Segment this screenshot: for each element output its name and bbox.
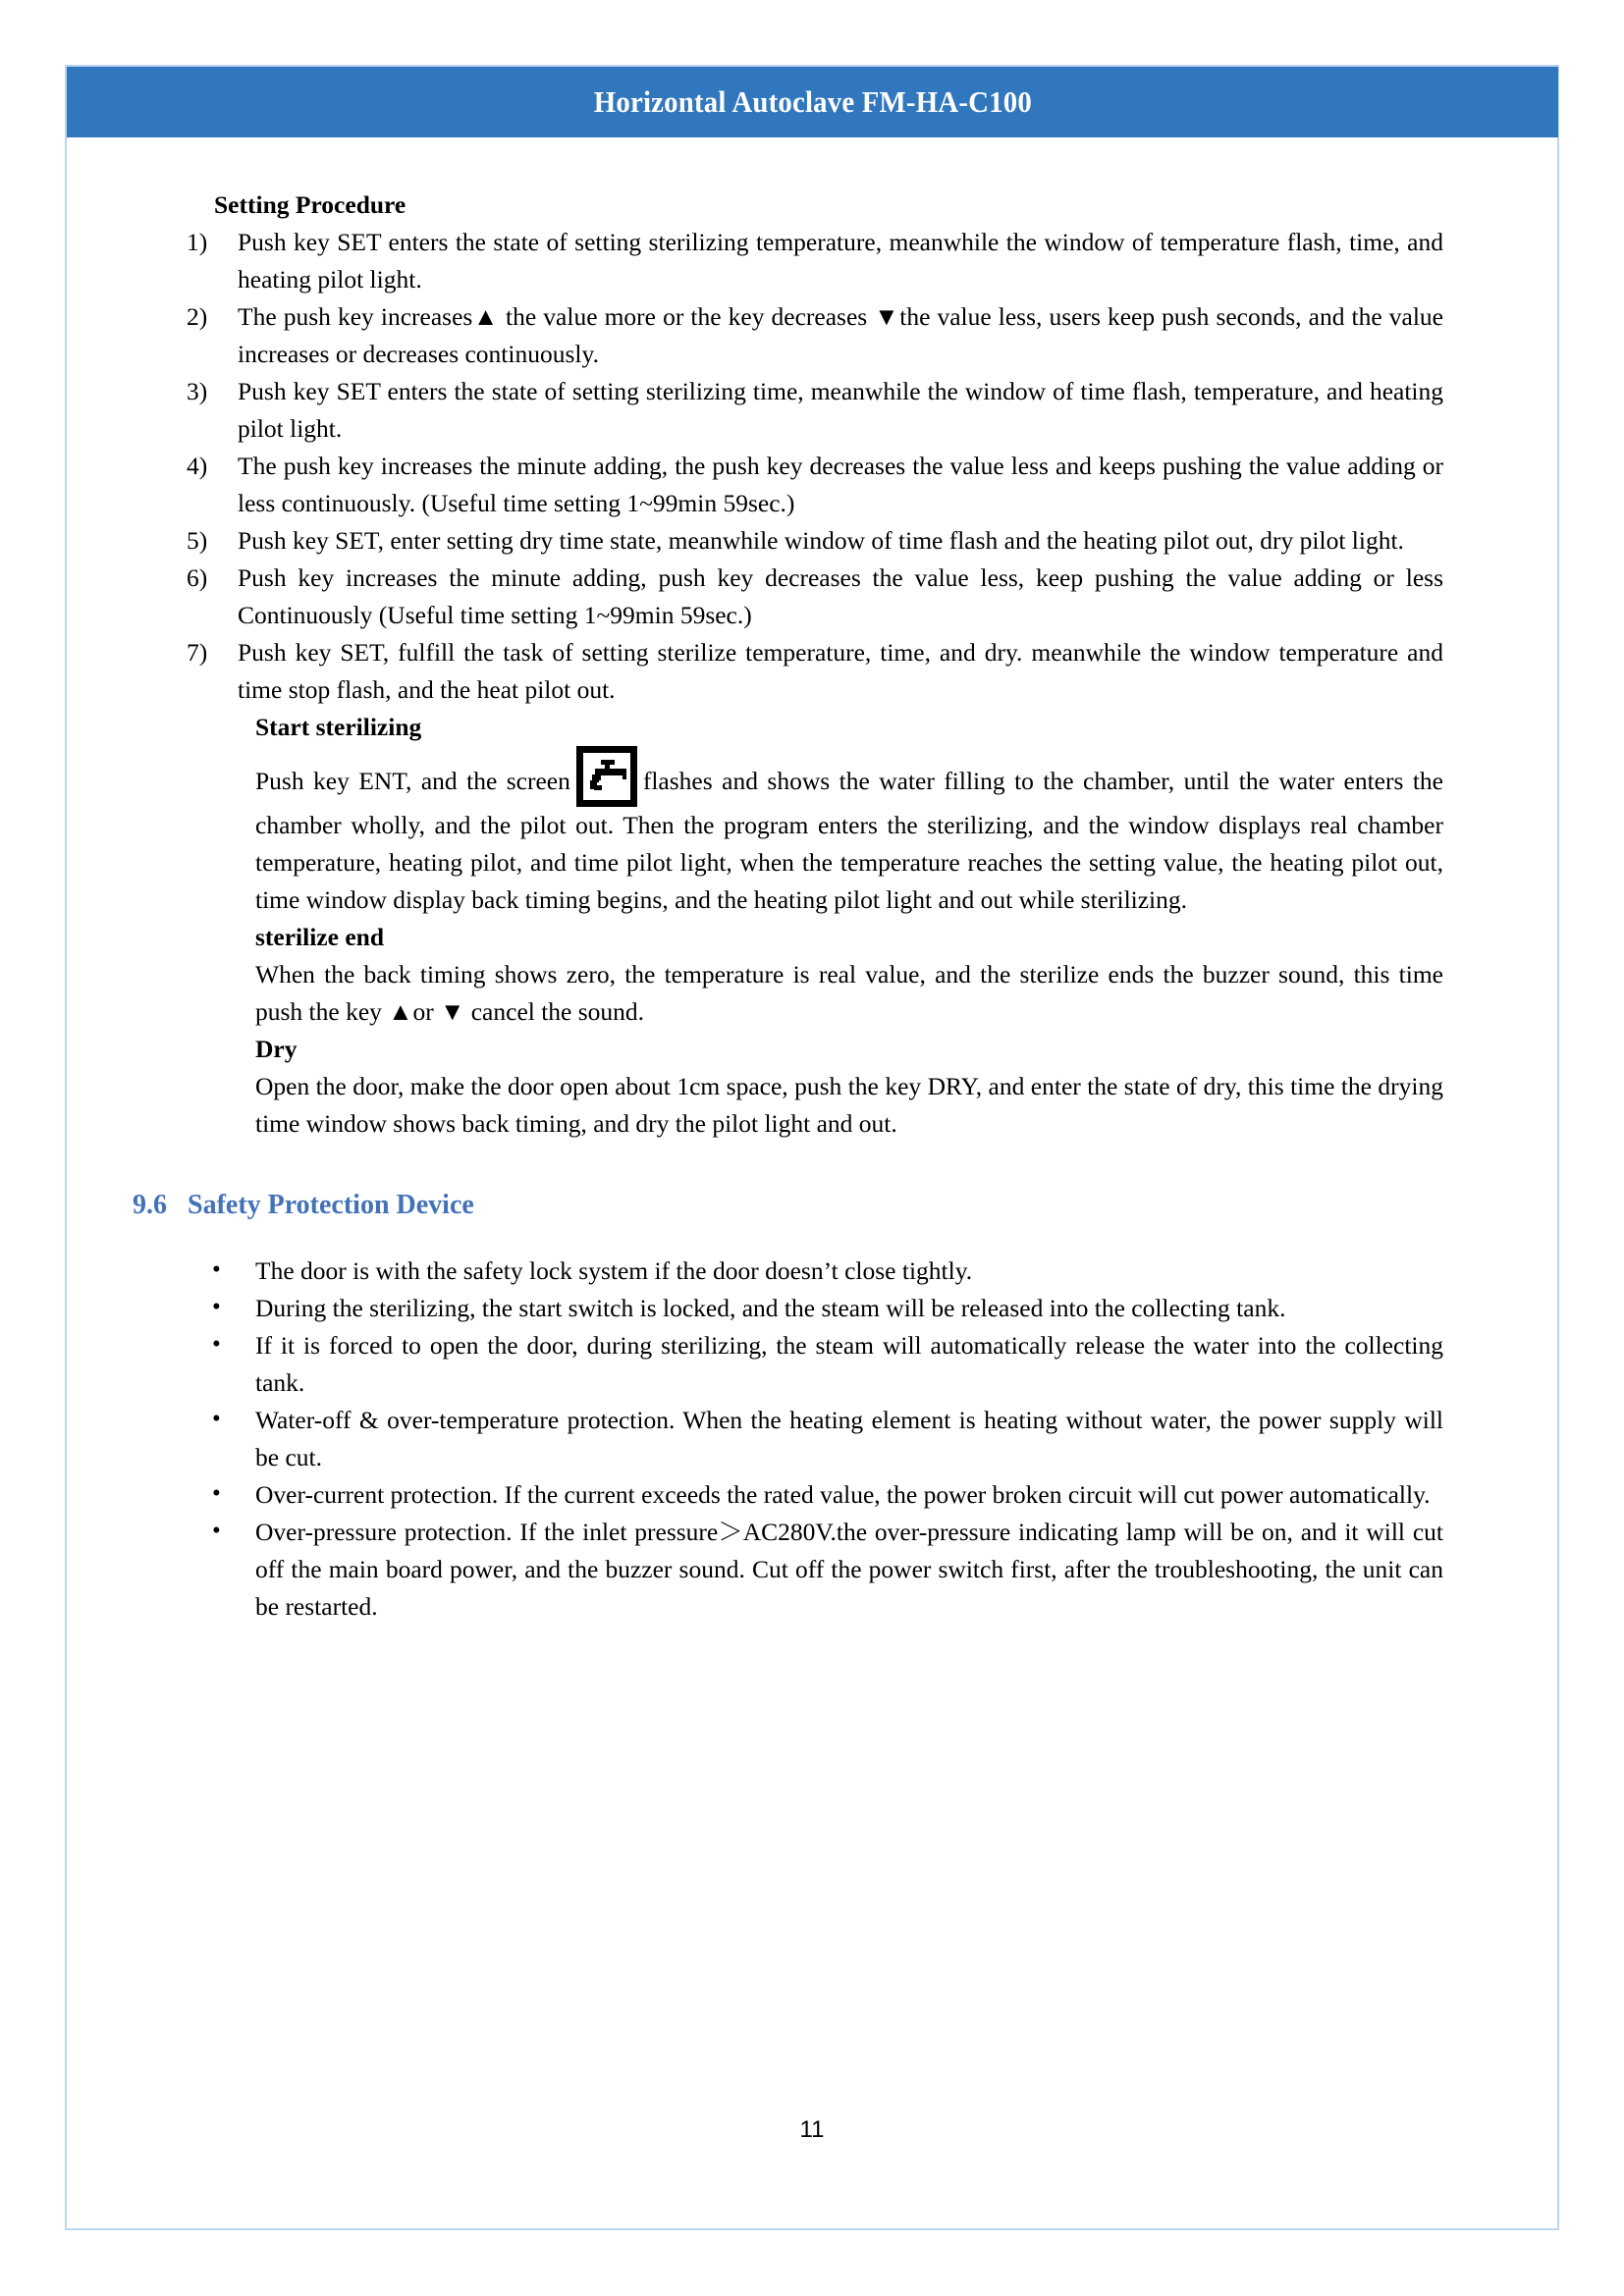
- bullet-marker: •: [212, 1256, 221, 1283]
- start-sterilizing-text-before-icon: Push key ENT, and the screen: [255, 767, 570, 795]
- list-item-text: Water-off & over-temperature protection. When the heating element is heating without water, the power supply will be cut.: [255, 1406, 1443, 1471]
- setting-procedure-list: [187, 224, 1443, 709]
- list-item-text: Push key increases the minute adding, push key decreases the value less, keep pushing the value adding or less Continuously (Useful time setting 1~99min 59sec.): [238, 563, 1443, 629]
- list-item-text: The push key increases the minute adding, the push key decreases the value less and keeps pushing the value adding or less continuously. (Useful time setting 1~99min 59sec.): [238, 452, 1443, 517]
- setting-procedure-heading: Setting Procedure: [214, 190, 406, 219]
- list-item-text: The push key increases▲ the value more or the key decreases ▼the value less, users keep push seconds, and the value increases or decreases continuously.: [238, 302, 1443, 368]
- list-item: [187, 373, 1443, 448]
- bullet-marker: •: [212, 1480, 221, 1507]
- list-marker: 7): [187, 638, 208, 667]
- list-marker: 5): [187, 526, 208, 555]
- list-marker: 6): [187, 563, 208, 592]
- list-item-text: Push key SET, enter setting dry time state, meanwhile window of time flash and the heating pilot out, dry pilot light.: [238, 526, 1404, 555]
- start-sterilizing-paragraph: [255, 746, 1443, 919]
- list-item: [187, 224, 1443, 298]
- faucet-icon: [576, 746, 637, 807]
- list-marker: 3): [187, 377, 208, 405]
- list-item-text: Push key SET enters the state of setting sterilizing time, meanwhile the window of time flash, temperature, and heating pilot light.: [238, 377, 1443, 443]
- page-header-band: [67, 67, 1558, 137]
- list-item-text: Push key SET enters the state of setting sterilizing temperature, meanwhile the window of temperature flash, time, and heating pilot light.: [238, 228, 1443, 294]
- section-heading: [133, 1186, 1443, 1225]
- bullet-marker: •: [212, 1294, 221, 1320]
- list-item: [187, 1402, 1443, 1476]
- list-item: [187, 1327, 1443, 1402]
- list-item: [187, 522, 1443, 560]
- section-number: 9.6: [133, 1190, 167, 1220]
- list-marker: 1): [187, 228, 208, 256]
- start-sterilizing-block: [187, 746, 1443, 1143]
- list-item: [187, 1514, 1443, 1626]
- section-title: Safety Protection Device: [188, 1190, 474, 1220]
- list-item-text: If it is forced to open the door, during sterilizing, the steam will automatically release the water into the collecting tank.: [255, 1331, 1443, 1397]
- list-item: [187, 634, 1443, 709]
- page-content: [133, 187, 1443, 1626]
- start-sterilizing-heading: Start sterilizing: [255, 713, 422, 741]
- list-item-text: Over-current protection. If the current exceeds the rated value, the power broken circuit will cut power automatically.: [255, 1480, 1431, 1509]
- sterilize-end-paragraph: When the back timing shows zero, the temperature is real value, and the sterilize ends the buzzer sound, this time push the key ▲or ▼ cancel the sound.: [255, 960, 1443, 1026]
- list-item: [187, 448, 1443, 522]
- safety-protection-list: [187, 1253, 1443, 1626]
- list-item-text: The door is with the safety lock system if the door doesn’t close tightly.: [255, 1256, 973, 1285]
- dry-paragraph: Open the door, make the door open about 1cm space, push the key DRY, and enter the state of dry, this time the drying time window shows back timing, and dry the pilot light and out.: [255, 1072, 1443, 1138]
- page-title: Horizontal Autoclave FM-HA-C100: [593, 84, 1032, 119]
- list-item-text: Push key SET, fulfill the task of setting sterilize temperature, time, and dry. meanwhile the window temperature and time stop flash, and the heat pilot out.: [238, 638, 1443, 704]
- sterilize-end-heading: sterilize end: [255, 923, 384, 951]
- dry-heading: Dry: [255, 1035, 298, 1063]
- list-item: [187, 1290, 1443, 1327]
- list-item: [187, 1476, 1443, 1514]
- list-item: [187, 1253, 1443, 1290]
- list-marker: 2): [187, 302, 208, 331]
- bullet-marker: •: [212, 1406, 221, 1432]
- list-item-text: Over-pressure protection. If the inlet pressure＞AC280V.the over-pressure indicating lamp will be on, and it will cut off the main board power, and the buzzer sound. Cut off the power switch first, after the troubleshooting, the unit can be restarted.: [255, 1518, 1443, 1621]
- page-number: 11: [799, 2116, 825, 2143]
- start-sterilizing-text-after-icon: flashes and shows the water filling to the chamber, until the water enters the chamber wholly, and the pilot out. Then the program enters the sterilizing, and the window displays real chamber temperature, heating pilot, and time pilot light, when the temperature reaches the setting value, the heating pilot out, time window display back timing begins, and the heating pilot light and out while sterilizing.: [255, 767, 1443, 914]
- list-item-text: During the sterilizing, the start switch is locked, and the steam will be released into the collecting tank.: [255, 1294, 1286, 1322]
- list-marker: 4): [187, 452, 208, 480]
- bullet-marker: •: [212, 1331, 221, 1358]
- list-item: [187, 560, 1443, 634]
- list-item: [187, 298, 1443, 373]
- bullet-marker: •: [212, 1518, 221, 1544]
